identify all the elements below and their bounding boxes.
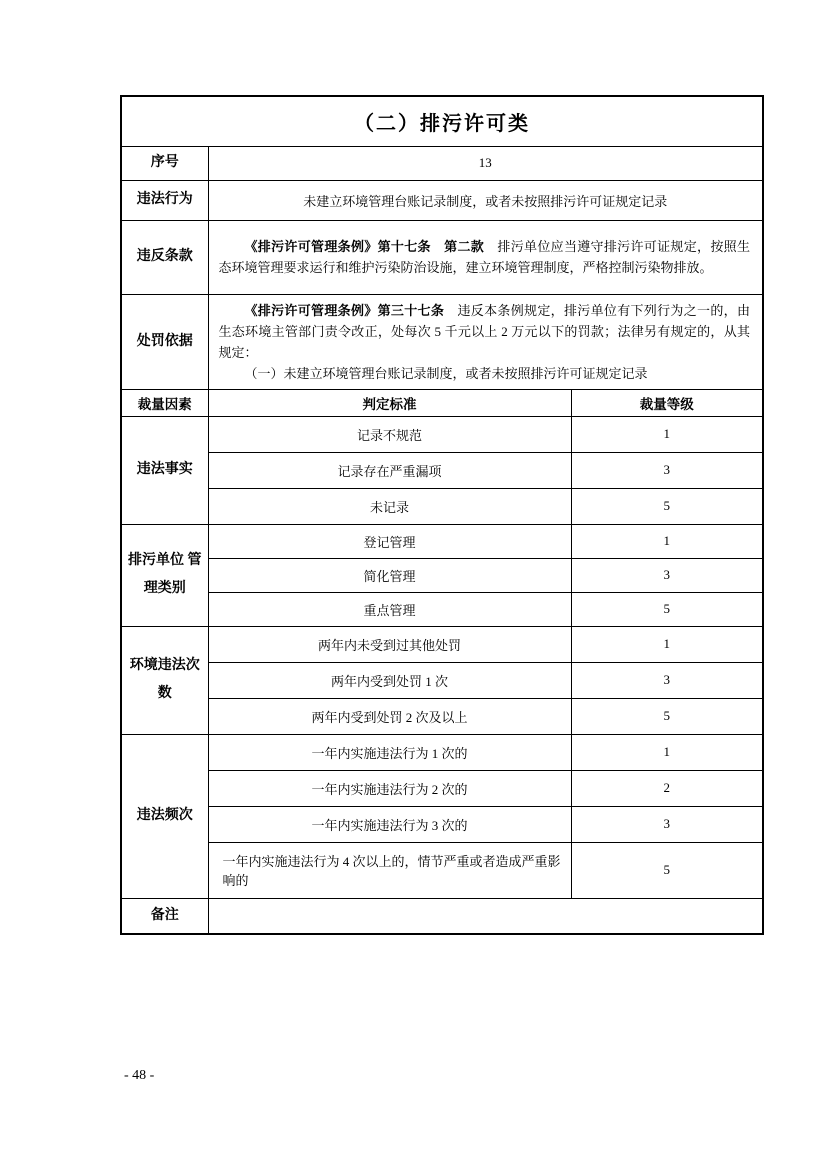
grade-cell: 1 — [571, 626, 763, 662]
criteria-cell: 两年内受到处罚 2 次及以上 — [208, 698, 571, 734]
header-grade: 裁量等级 — [571, 389, 763, 416]
behavior-row — [121, 180, 763, 220]
criteria-cell: 记录存在严重漏项 — [208, 452, 571, 488]
serial-label: 序号 — [121, 146, 208, 180]
basis-text: 违反本条例规定，排污单位有下列行为之一的，由生态环境主管部门责令改正，处每次 5 千元以上 2 万元以下的罚款；法律另有规定的，从其规定： — [218, 302, 750, 360]
criteria-cell: 简化管理 — [208, 558, 571, 592]
basis-regulation-name: 《排污许可管理条例》第三十七条 — [244, 302, 458, 318]
discretion-benchmark-table — [120, 95, 764, 935]
criteria-cell: 重点管理 — [208, 592, 571, 626]
remark-label: 备注 — [121, 898, 208, 934]
table-row — [121, 662, 763, 698]
remark-value — [208, 898, 763, 934]
clause-paragraph — [219, 236, 751, 278]
grade-cell: 1 — [571, 524, 763, 558]
table-row — [121, 734, 763, 770]
behavior-value: 未建立环境管理台账记录制度，或者未按照排污许可证规定记录 — [208, 180, 763, 220]
table-row — [121, 770, 763, 806]
grade-cell: 3 — [571, 452, 763, 488]
criteria-cell: 两年内受到处罚 1 次 — [208, 662, 571, 698]
table-row — [121, 452, 763, 488]
grade-cell: 3 — [571, 806, 763, 842]
page-number: - 48 - — [124, 1068, 155, 1083]
grade-cell: 5 — [571, 842, 763, 898]
basis-paragraph — [219, 300, 751, 363]
grade-cell: 3 — [571, 558, 763, 592]
table-row — [121, 842, 763, 898]
criteria-cell: 一年内实施违法行为 2 次的 — [208, 770, 571, 806]
clause-regulation-name: 《排污许可管理条例》第十七条 第二款 — [244, 238, 498, 254]
criteria-cell: 记录不规范 — [208, 416, 571, 452]
grade-cell: 1 — [571, 734, 763, 770]
table-title: （二）排污许可类 — [121, 96, 763, 146]
table-row — [121, 626, 763, 662]
grade-cell: 5 — [571, 592, 763, 626]
clause-row — [121, 220, 763, 294]
factor-label-facts: 违法事实 — [121, 416, 208, 524]
table-row — [121, 558, 763, 592]
grade-cell: 2 — [571, 770, 763, 806]
criteria-cell: 两年内未受到过其他处罚 — [208, 626, 571, 662]
basis-row — [121, 294, 763, 389]
behavior-label: 违法行为 — [121, 180, 208, 220]
serial-value: 13 — [208, 146, 763, 180]
clause-content — [208, 220, 763, 294]
header-criteria: 判定标准 — [208, 389, 571, 416]
grade-cell: 3 — [571, 662, 763, 698]
basis-item: （一）未建立环境管理台账记录制度，或者未按照排污许可证规定记录 — [244, 365, 648, 381]
criteria-cell: 一年内实施违法行为 3 次的 — [208, 806, 571, 842]
factor-label-violation-frequency: 违法频次 — [121, 734, 208, 898]
basis-label: 处罚依据 — [121, 294, 208, 389]
table-row — [121, 524, 763, 558]
criteria-cell: 一年内实施违法行为 1 次的 — [208, 734, 571, 770]
serial-row — [121, 146, 763, 180]
criteria-cell: 未记录 — [208, 488, 571, 524]
grade-cell: 1 — [571, 416, 763, 452]
clause-label: 违反条款 — [121, 220, 208, 294]
clause-text: 排污单位应当遵守排污许可证规定，按照生态环境管理要求运行和维护污染防治设施，建立环境管理制度，严格控制污染物排放。 — [218, 238, 750, 275]
grade-cell: 5 — [571, 488, 763, 524]
table-row — [121, 592, 763, 626]
table-title-row — [121, 96, 763, 146]
measure-header-row — [121, 389, 763, 416]
criteria-cell: 一年内实施违法行为 4 次以上的，情节严重或者造成严重影响的 — [208, 842, 571, 898]
table-row — [121, 698, 763, 734]
criteria-cell: 登记管理 — [208, 524, 571, 558]
table-row — [121, 806, 763, 842]
table-row — [121, 488, 763, 524]
header-factor: 裁量因素 — [121, 389, 208, 416]
remark-row — [121, 898, 763, 934]
table-row — [121, 416, 763, 452]
basis-content — [208, 294, 763, 389]
factor-label-violation-count: 环境违法次数 — [121, 626, 208, 734]
factor-label-management-category: 排污单位 管理类别 — [121, 524, 208, 626]
grade-cell: 5 — [571, 698, 763, 734]
